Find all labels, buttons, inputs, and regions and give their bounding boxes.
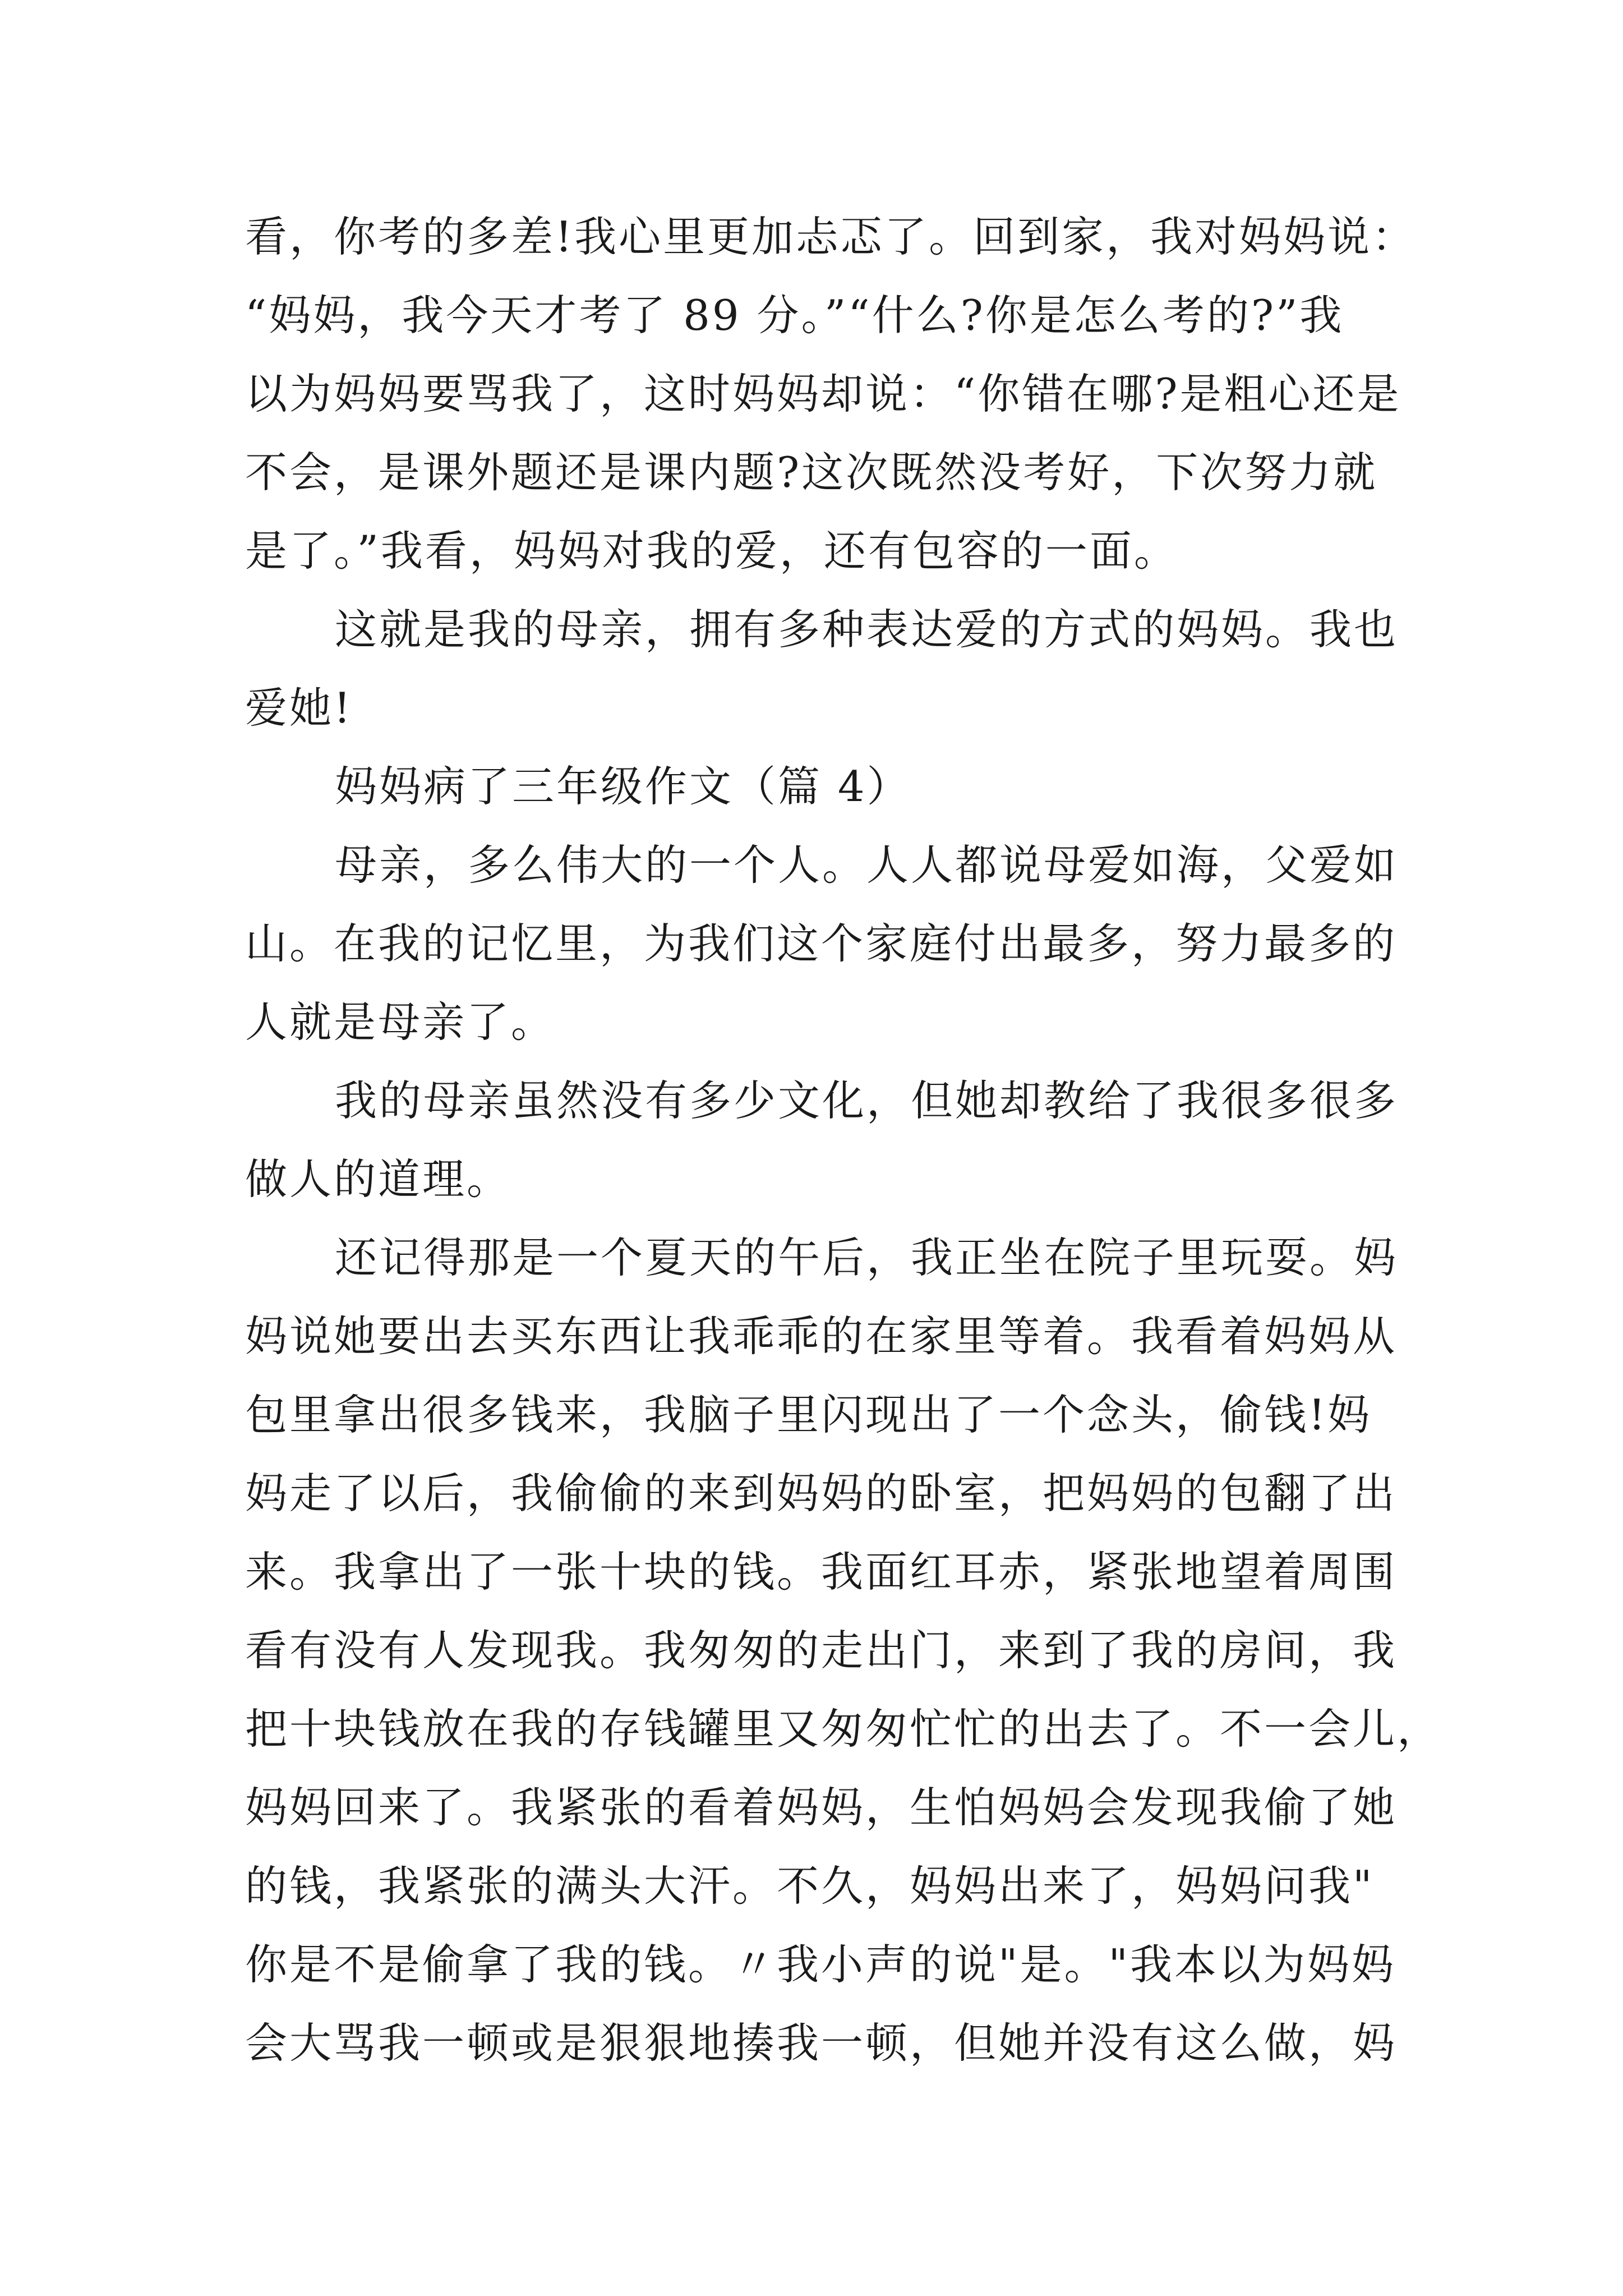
text-line: 看有没有人发现我。我匆匆的走出门，来到了我的房间，我	[245, 1626, 1398, 1675]
section-heading: 妈妈病了三年级作文（篇 4）	[335, 762, 911, 811]
text-line: 不会，是课外题还是课内题?这次既然没考好，下次努力就	[245, 448, 1378, 497]
text-line: 你是不是偷拿了我的钱。〃我小声的说"是。"我本以为妈妈	[245, 1940, 1396, 1989]
text-line: 爱她!	[245, 683, 353, 733]
text-line: 看，你考的多差!我心里更加忐忑了。回到家，我对妈妈说：	[245, 212, 1417, 261]
text-line: 山。在我的记忆里，为我们这个家庭付出最多，努力最多的	[245, 919, 1398, 968]
text-line: 是了。”我看，妈妈对我的爱，还有包容的一面。	[245, 526, 1178, 576]
text-line: 妈妈回来了。我紧张的看着妈妈，生怕妈妈会发现我偷了她	[245, 1783, 1398, 1832]
text-line: 人就是母亲了。	[245, 997, 556, 1047]
text-line: 来。我拿出了一张十块的钱。我面红耳赤，紧张地望着周围	[245, 1547, 1398, 1596]
text-line: “妈妈，我今天才考了 89 分。”“什么?你是怎么考的?”我	[245, 291, 1344, 340]
text-line: 做人的道理。	[245, 1154, 511, 1204]
text-line: 会大骂我一顿或是狠狠地揍我一顿，但她并没有这么做，妈	[245, 2018, 1398, 2068]
text-line: 妈说她要出去买东西让我乖乖的在家里等着。我看着妈妈从	[245, 1312, 1398, 1361]
text-line: 妈走了以后，我偷偷的来到妈妈的卧室，把妈妈的包翻了出	[245, 1469, 1398, 1518]
paragraph-first-line: 这就是我的母亲，拥有多种表达爱的方式的妈妈。我也	[335, 605, 1399, 654]
paragraph-first-line: 母亲，多么伟大的一个人。人人都说母爱如海，父爱如	[335, 840, 1399, 890]
text-line: 把十块钱放在我的存钱罐里又匆匆忙忙的出去了。不一会儿，	[245, 1704, 1442, 1754]
paragraph-first-line: 我的母亲虽然没有多少文化，但她却教给了我很多很多	[335, 1076, 1399, 1125]
text-line: 以为妈妈要骂我了，这时妈妈却说：“你错在哪?是粗心还是	[245, 369, 1401, 418]
text-line: 的钱，我紧张的满头大汗。不久，妈妈出来了，妈妈问我"	[245, 1861, 1375, 1911]
text-line: 包里拿出很多钱来，我脑子里闪现出了一个念头，偷钱!妈	[245, 1390, 1372, 1439]
paragraph-first-line: 还记得那是一个夏天的午后，我正坐在院子里玩耍。妈	[335, 1233, 1399, 1282]
